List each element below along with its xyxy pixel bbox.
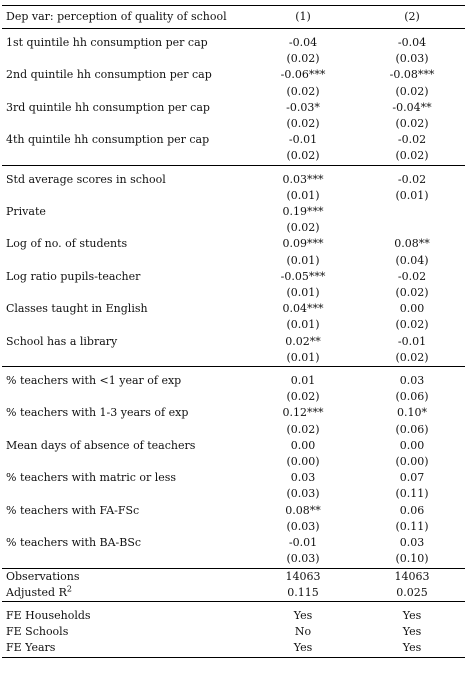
coef-col-1: -0.04: [288, 36, 318, 49]
se-col-2: (0.01): [395, 188, 429, 202]
se-row: [2, 317, 465, 333]
se-col-1: (0.01): [286, 253, 320, 267]
se-col-1: (0.01): [286, 188, 320, 202]
coef-col-2: -0.02: [359, 165, 465, 188]
se-col-2: (0.11): [395, 487, 429, 501]
coef-row: [2, 236, 465, 252]
coef-row: [2, 204, 465, 220]
header-row: [2, 6, 465, 29]
variable-label: Mean days of absence of teachers: [6, 438, 196, 452]
se-label-blank: [2, 389, 247, 405]
se-label-blank: [2, 84, 247, 100]
variable-label: Log ratio pupils-teacher: [6, 269, 141, 283]
variable-label: 1st quintile hh consumption per cap: [6, 36, 208, 49]
fixed-effect-row: [2, 601, 465, 624]
coef-col-2: 0.08**: [394, 237, 430, 251]
observations-col-1: 14063: [247, 568, 359, 585]
se-col-1: (0.01): [286, 350, 320, 364]
fixed-effect-row: [2, 640, 465, 657]
se-col-2: (0.04): [395, 253, 429, 267]
fixed-effect-row: [2, 624, 465, 640]
fe-col-2: Yes: [402, 625, 422, 639]
header-col-2: (2): [359, 6, 465, 29]
variable-label: % teachers with 1-3 years of exp: [6, 406, 189, 420]
adj-r2-col-2: 0.025: [396, 585, 428, 599]
se-col-2: (0.11): [395, 519, 429, 533]
coef-col-2: -0.02: [397, 269, 427, 283]
coef-col-2: 0.06: [399, 503, 425, 517]
coef-row: [2, 405, 465, 421]
coef-col-2: -0.02: [397, 133, 427, 147]
coef-col-2: -0.04: [397, 36, 427, 49]
regression-table: [2, 5, 465, 658]
fe-col-1: No: [294, 625, 312, 639]
se-col-1: (0.02): [286, 84, 320, 98]
variable-label: Classes taught in English: [6, 302, 148, 316]
se-row: [2, 389, 465, 405]
se-row: [2, 454, 465, 470]
se-label-blank: [2, 51, 247, 67]
se-col-2: (0.06): [395, 422, 429, 436]
fe-label: FE Years: [2, 640, 247, 657]
se-col-2: (0.02): [395, 318, 429, 332]
adj-r2-superscript: 2: [66, 584, 72, 594]
fe-col-1: Yes: [247, 601, 359, 624]
se-col-2: (0.06): [395, 390, 429, 404]
fe-col-1: Yes: [247, 640, 359, 657]
se-label-blank: [2, 350, 247, 367]
coef-col-1: 0.02**: [285, 334, 321, 348]
se-col-2: (0.03): [395, 52, 429, 66]
coef-col-1: -0.03*: [286, 100, 320, 114]
se-row: [2, 285, 465, 301]
adj-r2-text: Adjusted R: [6, 585, 67, 599]
variable-label: % teachers with matric or less: [6, 471, 177, 485]
coef-row: [2, 165, 465, 188]
coef-row: [2, 334, 465, 350]
se-col-2: (0.02): [395, 286, 429, 300]
observations-col-2: 14063: [359, 568, 465, 585]
coef-col-1: 0.19***: [282, 205, 324, 219]
coef-col-1: 0.00: [290, 438, 316, 452]
variable-label: % teachers with <1 year of exp: [2, 367, 247, 390]
coef-row: [2, 367, 465, 390]
coef-col-1: 0.09***: [282, 237, 324, 251]
se-row: [2, 350, 465, 367]
se-col-2: (0.02): [395, 117, 429, 131]
se-row: [2, 188, 465, 204]
se-col-2: (0.10): [395, 552, 429, 566]
se-row: [2, 551, 465, 568]
variable-label: 4th quintile hh consumption per cap: [6, 133, 210, 147]
coef-col-2: 0.00: [399, 302, 425, 316]
variable-label: 3rd quintile hh consumption per cap: [6, 100, 210, 114]
se-col-1: (0.02): [286, 52, 320, 66]
coef-col-1: 0.04***: [282, 302, 324, 316]
table-body: [2, 6, 465, 658]
variable-label: Std average scores in school: [2, 165, 247, 188]
se-label-blank: [2, 188, 247, 204]
se-label-blank: [2, 116, 247, 132]
se-label-blank: [2, 220, 247, 236]
adj-r2-label: [2, 585, 247, 602]
coef-col-2: 0.03: [399, 536, 425, 550]
coef-row: [2, 503, 465, 519]
se-label-blank: [2, 519, 247, 535]
coef-row: [2, 67, 465, 83]
se-row: [2, 253, 465, 269]
fe-label: FE Schools: [6, 625, 69, 639]
se-col-1: (0.02): [286, 390, 320, 404]
variable-label: % teachers with FA-FSc: [6, 503, 140, 517]
coef-row: [2, 470, 465, 486]
coef-col-2: 0.07: [399, 471, 425, 485]
se-label-blank: [2, 317, 247, 333]
variable-label: School has a library: [6, 334, 118, 348]
coef-row: [2, 29, 465, 52]
coef-col-2: 0.03: [359, 367, 465, 390]
adj-r2-col-1: 0.115: [287, 585, 319, 599]
fe-col-2: Yes: [359, 640, 465, 657]
se-label-blank: [2, 285, 247, 301]
se-col-1: (0.02): [286, 117, 320, 131]
variable-label: % teachers with BA-BSc: [6, 536, 142, 550]
se-col-1: (0.03): [286, 519, 320, 533]
coef-col-2: [359, 204, 465, 220]
coef-col-2: 0.10*: [397, 406, 427, 420]
se-col-1: (0.01): [286, 286, 320, 300]
coef-col-2: 0.00: [399, 438, 425, 452]
coef-col-1: -0.06***: [280, 68, 326, 82]
se-label-blank: [2, 148, 247, 165]
coef-col-2: -0.01: [397, 334, 427, 348]
se-col-2: [359, 220, 465, 236]
se-col-1: (0.00): [286, 455, 320, 469]
se-col-1: (0.01): [286, 318, 320, 332]
coef-row: [2, 535, 465, 551]
coef-col-1: 0.01: [247, 367, 359, 390]
se-row: [2, 148, 465, 165]
se-label-blank: [2, 551, 247, 568]
se-row: [2, 51, 465, 67]
observations-row: [2, 568, 465, 585]
coef-col-1: -0.05***: [280, 269, 326, 283]
coef-row: [2, 100, 465, 116]
coef-row: [2, 132, 465, 148]
se-row: [2, 519, 465, 535]
se-col-1: (0.03): [286, 552, 320, 566]
variable-label: Private: [6, 205, 46, 219]
se-col-2: (0.02): [395, 84, 429, 98]
se-col-2: (0.02): [395, 350, 429, 364]
header-col-1: (1): [247, 6, 359, 29]
variable-label: Log of no. of students: [6, 237, 128, 251]
se-row: [2, 486, 465, 502]
coef-col-1: -0.01: [288, 133, 318, 147]
coef-col-1: 0.12***: [282, 406, 324, 420]
se-col-1: (0.02): [286, 221, 320, 235]
se-label-blank: [2, 422, 247, 438]
se-row: [2, 422, 465, 438]
coef-col-1: 0.08**: [285, 503, 321, 517]
se-label-blank: [2, 454, 247, 470]
se-row: [2, 84, 465, 100]
se-col-1: (0.02): [286, 422, 320, 436]
coef-row: [2, 301, 465, 317]
se-label-blank: [2, 486, 247, 502]
coef-col-2: -0.04**: [392, 100, 432, 114]
se-col-1: (0.03): [286, 487, 320, 501]
coef-col-1: 0.03***: [247, 165, 359, 188]
observations-label: Observations: [2, 568, 247, 585]
se-col-1: (0.02): [286, 149, 320, 163]
adj-r2-row: [2, 585, 465, 602]
se-label-blank: [2, 253, 247, 269]
coef-row: [2, 269, 465, 285]
coef-row: [2, 438, 465, 454]
header-dep-var: Dep var: perception of quality of school: [2, 6, 247, 29]
se-row: [2, 116, 465, 132]
coef-col-2: -0.08***: [389, 68, 435, 82]
fe-label: FE Households: [2, 601, 247, 624]
variable-label: 2nd quintile hh consumption per cap: [6, 68, 212, 82]
coef-col-1: -0.01: [288, 536, 318, 550]
coef-col-1: 0.03: [290, 471, 316, 485]
se-col-2: (0.02): [395, 149, 429, 163]
se-row: [2, 220, 465, 236]
se-col-2: (0.00): [395, 455, 429, 469]
fe-col-2: Yes: [359, 601, 465, 624]
